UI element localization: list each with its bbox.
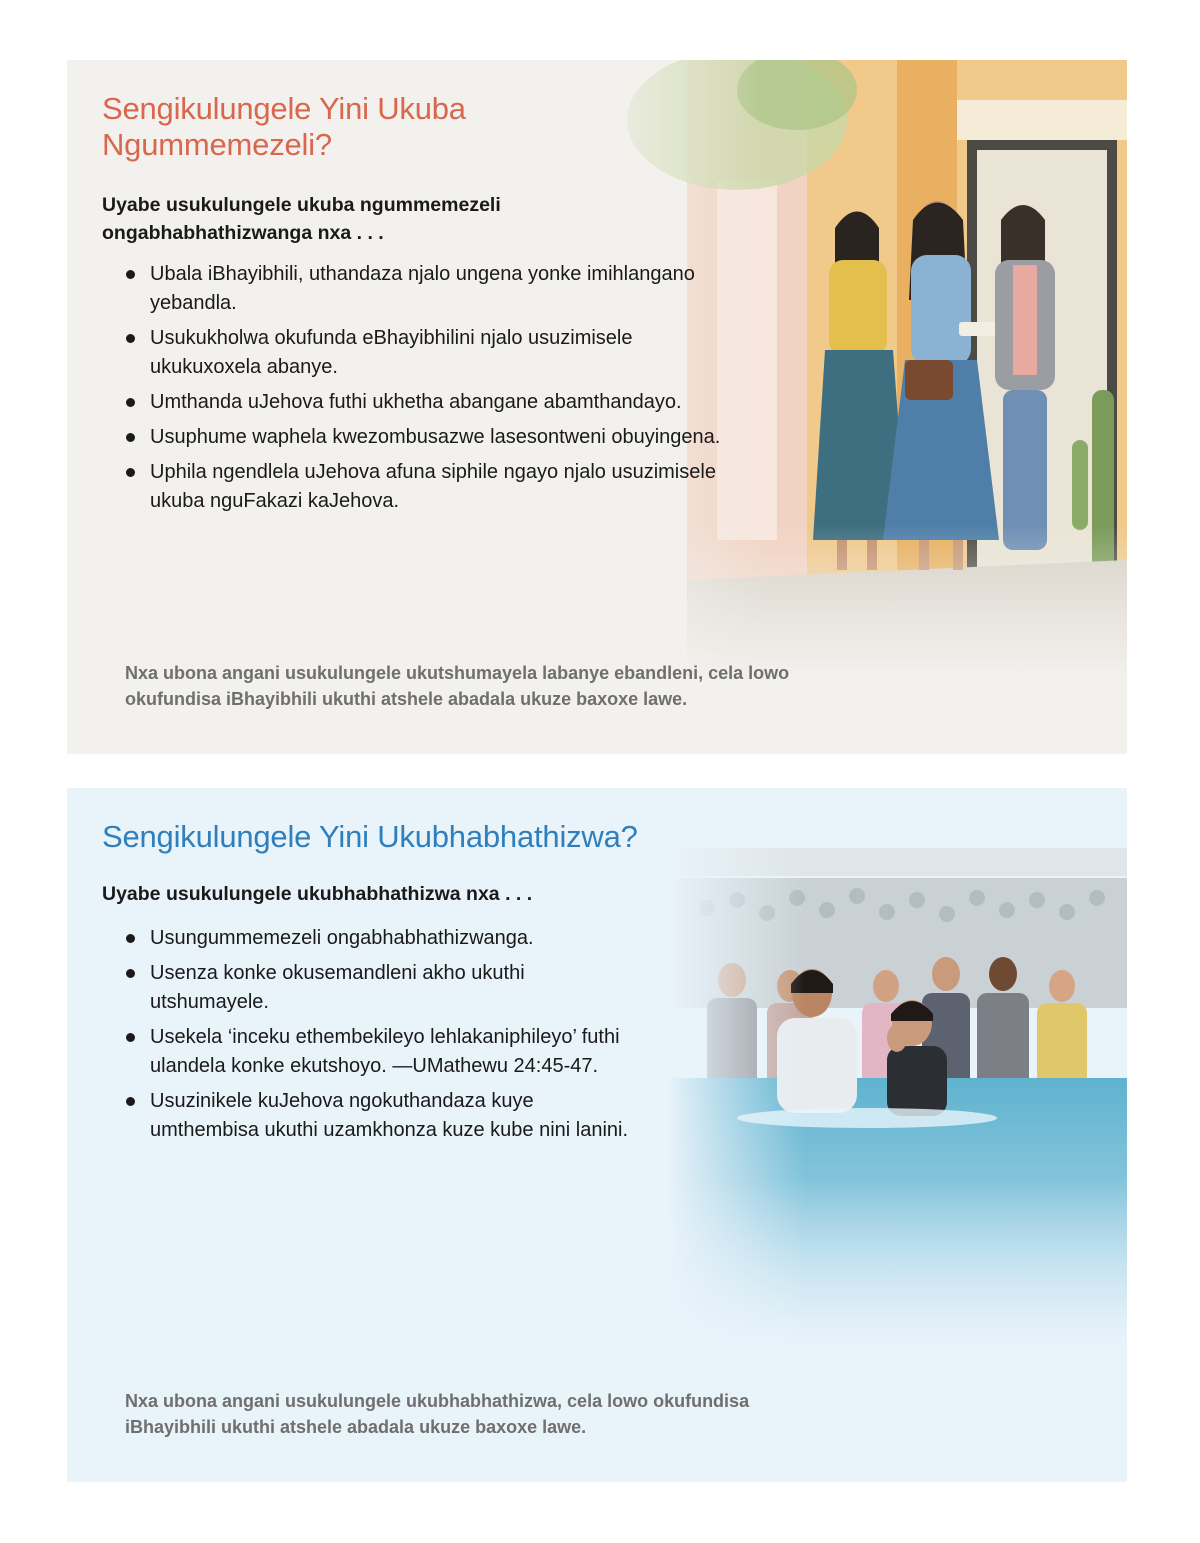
list-item-text: Usuphume waphela kwezombusazwe lasesontweni obuyingena. xyxy=(150,426,721,448)
bullet-icon xyxy=(126,969,135,978)
list-item xyxy=(124,959,644,1017)
bullet-icon xyxy=(126,433,135,442)
bullet-icon xyxy=(126,270,135,279)
list-item xyxy=(124,458,724,516)
list-item-text: Usukukholwa okufunda eBhayibhilini njalo usuzimisele ukukuxoxela abanye. xyxy=(150,327,633,378)
list-item xyxy=(124,1087,644,1145)
publisher-panel xyxy=(67,60,1127,754)
bullet-icon xyxy=(126,398,135,407)
baptism-lead: Uyabe usukulungele ukubhabhathizwa nxa . . . xyxy=(102,883,533,905)
list-item xyxy=(124,388,724,417)
baptism-bullet-list xyxy=(124,924,644,1151)
bullet-icon xyxy=(126,1097,135,1106)
bullet-icon xyxy=(126,334,135,343)
publisher-title: Sengikulungele Yini Ukuba Ngummemezeli? xyxy=(102,91,466,162)
list-item xyxy=(124,1023,644,1081)
list-item-text: Umthanda uJehova futhi ukhetha abangane abamthandayo. xyxy=(150,391,682,413)
list-item-text: Usungummemezeli ongabhabhathizwanga. xyxy=(150,927,534,949)
list-item-text: Usenza konke okusemandleni akho ukuthi utshumayele. xyxy=(150,962,525,1013)
bullet-icon xyxy=(126,934,135,943)
list-item xyxy=(124,260,724,318)
baptism-title: Sengikulungele Yini Ukubhabhathizwa? xyxy=(102,819,638,854)
list-item-text: Usekela ‘inceku ethembekileyo lehlakaniphileyo’ futhi ulandela konke ekutshoyo. —UMathewu 24:45-47. xyxy=(150,1026,620,1077)
list-item xyxy=(124,924,644,953)
list-item-text: Uphila ngendlela uJehova afuna siphile ngayo njalo usuzimisele ukuba nguFakazi kaJehova. xyxy=(150,461,716,512)
bullet-icon xyxy=(126,1033,135,1042)
list-item-text: Ubala iBhayibhili, uthandaza njalo ungena yonke imihlangano yebandla. xyxy=(150,263,695,314)
publisher-footnote: Nxa ubona angani usukulungele ukutshumayela labanye ebandleni, cela lowo okufundisa iBhayibhili ukuthi atshele abadala ukuze baxoxe lawe. xyxy=(125,663,790,709)
publisher-lead: Uyabe usukulungele ukuba ngummemezeli ongabhabhathizwanga nxa . . . xyxy=(102,194,501,244)
list-item xyxy=(124,324,724,382)
bullet-icon xyxy=(126,468,135,477)
baptism-panel xyxy=(67,788,1127,1482)
list-item-text: Usuzinikele kuJehova ngokuthandaza kuye umthembisa ukuthi uzamkhonza kuze kube nini lanini. xyxy=(150,1090,629,1141)
baptism-illustration xyxy=(667,788,1127,1348)
list-item xyxy=(124,423,724,452)
publisher-bullet-list xyxy=(124,260,724,522)
baptism-footnote: Nxa ubona angani usukulungele ukubhabhathizwa, cela lowo okufundisa iBhayibhili ukuthi atshele abadala ukuze baxoxe lawe. xyxy=(125,1391,750,1437)
